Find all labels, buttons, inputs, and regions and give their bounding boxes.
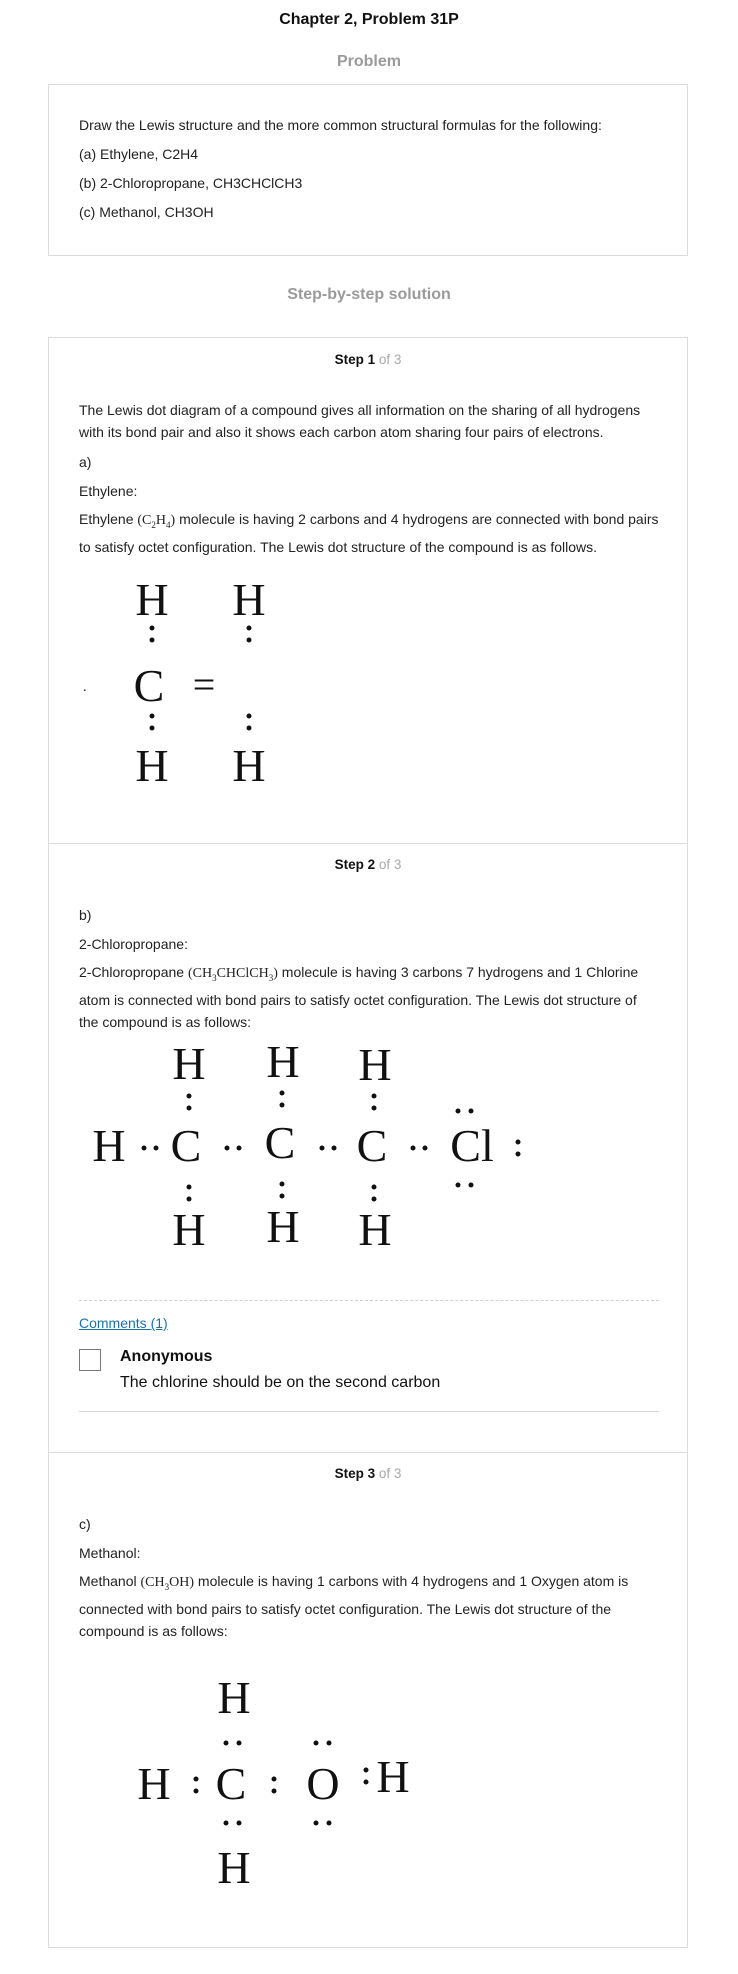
- chloropropane-lewis-diagram: [49, 1038, 569, 1258]
- ethylene-h-top-right: H: [232, 574, 266, 625]
- step-divider-2: [49, 1452, 687, 1453]
- step-2-header: [49, 857, 687, 872]
- problem-item-a: (a) Ethylene, C2H4: [79, 146, 199, 162]
- svg-text:C: C: [170, 1120, 202, 1171]
- step-1-desc-pre: Ethylene: [79, 511, 134, 527]
- svg-text:C: C: [356, 1120, 388, 1171]
- svg-text:H: H: [358, 1204, 392, 1255]
- step-2-part: b): [79, 907, 92, 923]
- step-3-label: Step 3: [334, 1466, 376, 1481]
- step-3-description: [79, 1570, 659, 1642]
- svg-text:H: H: [172, 1038, 206, 1089]
- ethylene-carbon: C: [133, 660, 165, 711]
- commenter-avatar: [79, 1349, 101, 1371]
- ethylene-double-bond: =: [192, 662, 216, 707]
- step-1-paragraph: The Lewis dot diagram of a compound gives all information on the sharing of all hydrogens with its bond pair and also it shows each carbon atom sharing four pairs of electrons.: [79, 402, 641, 440]
- step-1-part: a): [79, 454, 92, 470]
- step-1-description: [79, 508, 659, 558]
- methanol-formula: $(CH_3OH)$: [140, 1575, 195, 1592]
- step-3-desc-post: molecule is having 1 carbons with 4 hydrogens and 1 Oxygen atom is connected with bond pairs to satisfy octet configuration. The Lewis dot structure of the compound is as follows:: [79, 1573, 629, 1639]
- step-3-name: Methanol:: [79, 1545, 141, 1561]
- svg-text:H: H: [358, 1039, 392, 1090]
- step-2-name: 2-Chloropropane:: [79, 936, 188, 952]
- step-2-label: Step 2: [334, 857, 376, 872]
- solution-box: [48, 337, 688, 1948]
- problem-item-b: (b) 2-Chloropropane, CH3CHClCH3: [79, 175, 303, 191]
- step-3-part: c): [79, 1516, 91, 1532]
- svg-text:H: H: [376, 1751, 410, 1802]
- step-1-name: Ethylene:: [79, 483, 138, 499]
- step-1-desc-post: molecule is having 2 carbons and 4 hydrogens are connected with bond pairs to satisfy octet configuration. The Lewis dot structure of the compound is as follows.: [79, 511, 659, 555]
- problem-heading: Problem: [336, 53, 401, 70]
- svg-text:C: C: [215, 1758, 247, 1809]
- svg-text:H: H: [266, 1201, 300, 1252]
- solution-heading: Step-by-step solution: [287, 286, 451, 303]
- svg-text:H: H: [217, 1842, 251, 1893]
- step-2-desc-pre: 2-Chloropropane: [79, 964, 185, 980]
- step-1-of: of 3: [378, 352, 402, 367]
- comments-separator: [79, 1300, 659, 1301]
- svg-text:O: O: [306, 1758, 340, 1809]
- problem-box: [48, 84, 688, 256]
- stray-dot: .: [83, 680, 87, 695]
- svg-text:H: H: [172, 1204, 206, 1255]
- ethylene-formula: $(C_2H_4)$: [137, 513, 176, 530]
- step-2-of: of 3: [378, 857, 402, 872]
- ethylene-h-bottom-right: H: [232, 740, 266, 791]
- page-title: Chapter 2, Problem 31P: [279, 11, 459, 28]
- step-1-header: [49, 352, 687, 367]
- problem-intro: Draw the Lewis structure and the more common structural formulas for the following:: [79, 117, 602, 133]
- svg-text:C: C: [264, 1117, 296, 1168]
- comment-author: Anonymous: [120, 1348, 213, 1365]
- methanol-lewis-diagram: [49, 1658, 449, 1893]
- svg-text:H: H: [137, 1758, 171, 1809]
- comments-link[interactable]: Comments (1): [79, 1315, 168, 1331]
- step-2-desc-post: molecule is having 3 carbons 7 hydrogens and 1 Chlorine atom is connected with bond pairs to satisfy octet configuration. The Lewis dot structure of the compound is as follows:: [79, 964, 639, 1030]
- ethylene-h-bottom-left: H: [135, 740, 169, 791]
- step-2-description: [79, 961, 659, 1033]
- ethylene-lewis-diagram: [49, 558, 349, 791]
- svg-text:H: H: [266, 1036, 300, 1087]
- step-3-header: [49, 1466, 687, 1481]
- chloropropane-formula: $(CH_3CHClCH_3)$: [187, 966, 278, 983]
- ethylene-h-top-left: H: [135, 574, 169, 625]
- svg-text:H: H: [92, 1120, 126, 1171]
- step-divider-1: [49, 843, 687, 844]
- step-3-desc-pre: Methanol: [79, 1573, 137, 1589]
- comment-bottom-rule: [79, 1411, 659, 1412]
- svg-text:H: H: [217, 1672, 251, 1723]
- problem-item-c: (c) Methanol, CH3OH: [79, 204, 214, 220]
- step-1-label: Step 1: [334, 352, 376, 367]
- svg-text:Cl: Cl: [450, 1120, 494, 1171]
- step-3-of: of 3: [378, 1466, 402, 1481]
- comment-text: The chlorine should be on the second carbon: [120, 1374, 441, 1391]
